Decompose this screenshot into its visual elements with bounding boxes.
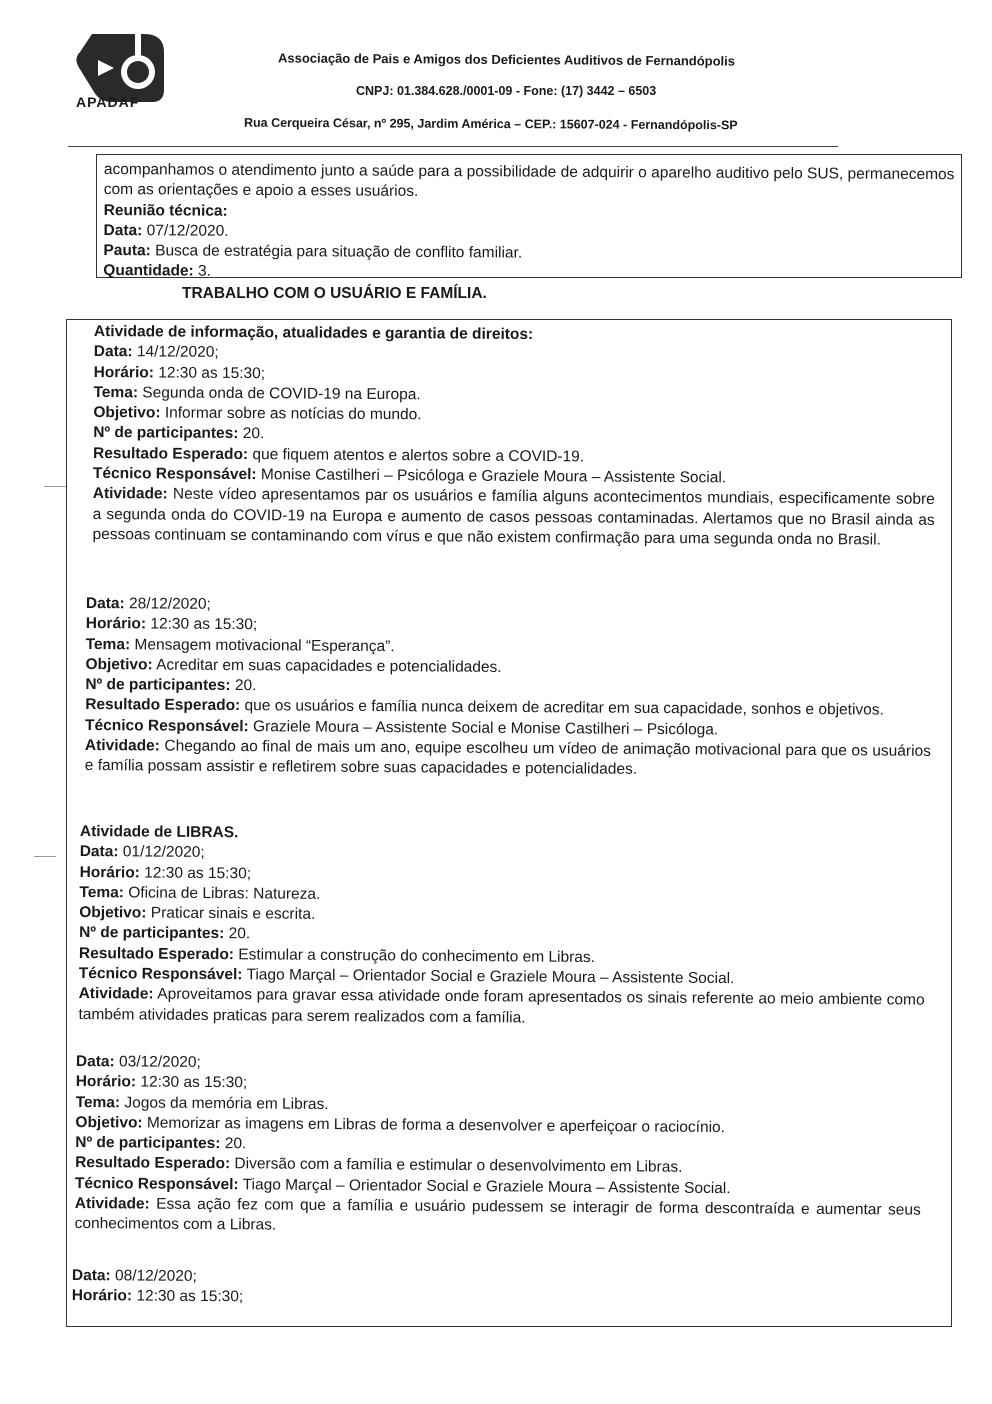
entry-participants: 20. [238,425,265,443]
entry-participants: 20. [224,925,251,943]
entry-responsible: Monise Castilheri – Psicóloga e Graziele Moura – Assistente Social. [256,466,727,487]
entry-activity: Aproveitamos para gravar essa atividade onde foram apresentados os sinais referente ao meio ambiente como também atividades praticas para serem realizados com a família. [78,985,925,1027]
group-heading: Atividade de LIBRAS. [79,822,239,842]
entry-theme: Segunda onda de COVID-19 na Europa. [137,384,421,404]
label: Tema: [93,383,139,402]
label: Atividade: [78,985,154,1003]
header-divider [68,146,838,147]
entry-expected: que fiquem atentos e alertos sobre a COVID-19. [248,445,585,466]
entry-objective: Informar sobre as notícias do mundo. [160,404,422,424]
label: Atividade: [84,737,160,755]
label: Horário: [71,1287,133,1305]
entry-activity: Essa ação fez com que a família e usuário pudessem se interagir de forma descontraída e aumentar seus conhecimentos com a Libras. [74,1195,921,1234]
label: Técnico Responsável: [85,716,249,735]
org-name: Associação de Pais e Amigos dos Deficientes Auditivos de Fernandópolis [277,50,736,69]
entry-theme: Mensagem motivacional “Esperança”. [130,635,395,655]
libras-activity-3 [72,1266,918,1313]
entry-participants: 20. [230,677,257,695]
entry-date: 28/12/2020; [124,595,211,613]
label: Tema: [75,1093,121,1111]
label: Objetivo: [75,1113,143,1132]
label: Objetivo: [93,404,161,422]
entry-date: 01/12/2020; [118,843,205,862]
label: Técnico Responsável: [74,1174,239,1194]
label: Atividade: [92,485,168,503]
logo-text: APADAF [76,94,140,110]
margin-mark [34,856,56,857]
label: Horário: [93,363,155,382]
org-contact: CNPJ: 01.384.628./0001-09 - Fone: (17) 3442 – 6503 [356,84,657,98]
entry-time: 12:30 as 15:30; [131,1287,244,1306]
label: Nº de participantes: [85,676,231,695]
entry-date: 14/12/2020; [132,343,219,362]
label: Resultado Esperado: [85,696,241,715]
entry-responsible: Graziele Moura – Assistente Social e Monise Castilheri – Psicóloga. [248,717,719,739]
label: Data: [93,343,133,361]
info-activity-1 [92,322,936,551]
libras-activity-1 [78,822,926,1032]
label: Data: [75,1053,115,1071]
libras-activity-2 [75,1052,922,1241]
entry-responsible: Tiago Marçal – Orientador Social e Graziele Moura – Assistente Social. [242,966,735,988]
entry-objective: Praticar sinais e escrita. [146,904,316,924]
entry-time: 12:30 as 15:30; [135,1073,248,1092]
entry-objective: Acreditar em suas capacidades e potencialidades. [152,656,502,676]
label: Quantidade: [103,262,194,281]
meeting-content [103,160,956,287]
section-title: TRABALHO COM O USUÁRIO E FAMÍLIA. [182,285,487,302]
label: Nº de participantes: [75,1134,221,1153]
label: Horário: [85,615,147,633]
label: Nº de participantes: [79,924,225,943]
label: Objetivo: [85,655,153,674]
meeting-date: 07/12/2020. [142,222,229,240]
label: Data: [103,221,143,240]
letterhead [0,0,992,150]
label: Resultado Esperado: [75,1154,231,1173]
meeting-label: Reunião técnica: [103,201,228,220]
info-activity-2 [85,594,932,783]
entry-theme: Oficina de Libras: Natureza. [123,884,321,903]
label: Objetivo: [79,904,147,922]
entry-responsible: Tiago Marçal – Orientador Social e Graziele Moura – Assistente Social. [238,1176,731,1197]
entry-theme: Jogos da memória em Libras. [120,1093,329,1113]
entry-activity: Neste vídeo apresentamos par os usuários e família alguns acontecimentos mundiais, especificamente sobre a segunda onda do COVID-19 na Europa e aumento de casos pessoas contaminadas. Alertamos que no Brasil ainda as pessoas continuam se contaminando com vírus e que não existem confirmação para uma segunda onda no Brasil. [92,485,935,549]
org-address: Rua Cerqueira César, nº 295, Jardim América – CEP.: 15607-024 - Fernandópolis-SP [243,115,738,133]
entry-time: 12:30 as 15:30; [153,364,266,382]
entry-participants: 20. [220,1135,247,1153]
entry-expected: Diversão com a família e estimular o desenvolvimento em Libras. [230,1155,683,1177]
label: Data: [79,843,119,861]
entry-activity: Chegando ao final de mais um ano, equipe escolheu um vídeo de animação motivacional para que os usuários e família possam assistir e refletirem sobre suas capacidades e potencialidades. [84,737,931,779]
label: Nº de participantes: [93,424,239,443]
entry-objective: Memorizar as imagens em Libras de forma a desenvolver e aperfeiçoar o raciocínio. [142,1114,726,1136]
label: Resultado Esperado: [78,944,235,963]
label: Horário: [79,863,140,882]
entry-expected: que os usuários e família nunca deixem de acreditar em sua capacidade, sonhos e objetivos. [240,697,884,720]
label: Pauta: [103,242,151,260]
meeting-agenda: Busca de estratégia para situação de conflito familiar. [150,242,523,262]
label: Data: [71,1267,111,1285]
continuation-text: acompanhamos o atendimento junto a saúde para a possibilidade de adquirir o aparelho auditivo pelo SUS, permanecemos com as orientações e apoio a esses usuários. [103,160,955,201]
label: Técnico Responsável: [92,465,257,484]
label: Data: [85,595,125,613]
label: Resultado Esperado: [93,444,249,463]
entry-time: 12:30 as 15:30; [146,615,258,634]
label: Tema: [79,883,125,902]
margin-mark [44,486,66,487]
group-heading: Atividade de informação, atualidades e garantia de direitos: [93,322,534,344]
entry-expected: Estimular a construção do conhecimento em Libras. [233,945,596,966]
label: Atividade: [74,1195,150,1213]
label: Tema: [85,635,131,653]
label: Horário: [75,1073,137,1091]
entry-time: 12:30 as 15:30; [139,864,252,882]
label: Técnico Responsável: [78,965,243,984]
entry-date: 03/12/2020; [114,1053,201,1071]
entry-date: 08/12/2020; [110,1267,197,1285]
meeting-quantity: 3. [193,263,212,281]
